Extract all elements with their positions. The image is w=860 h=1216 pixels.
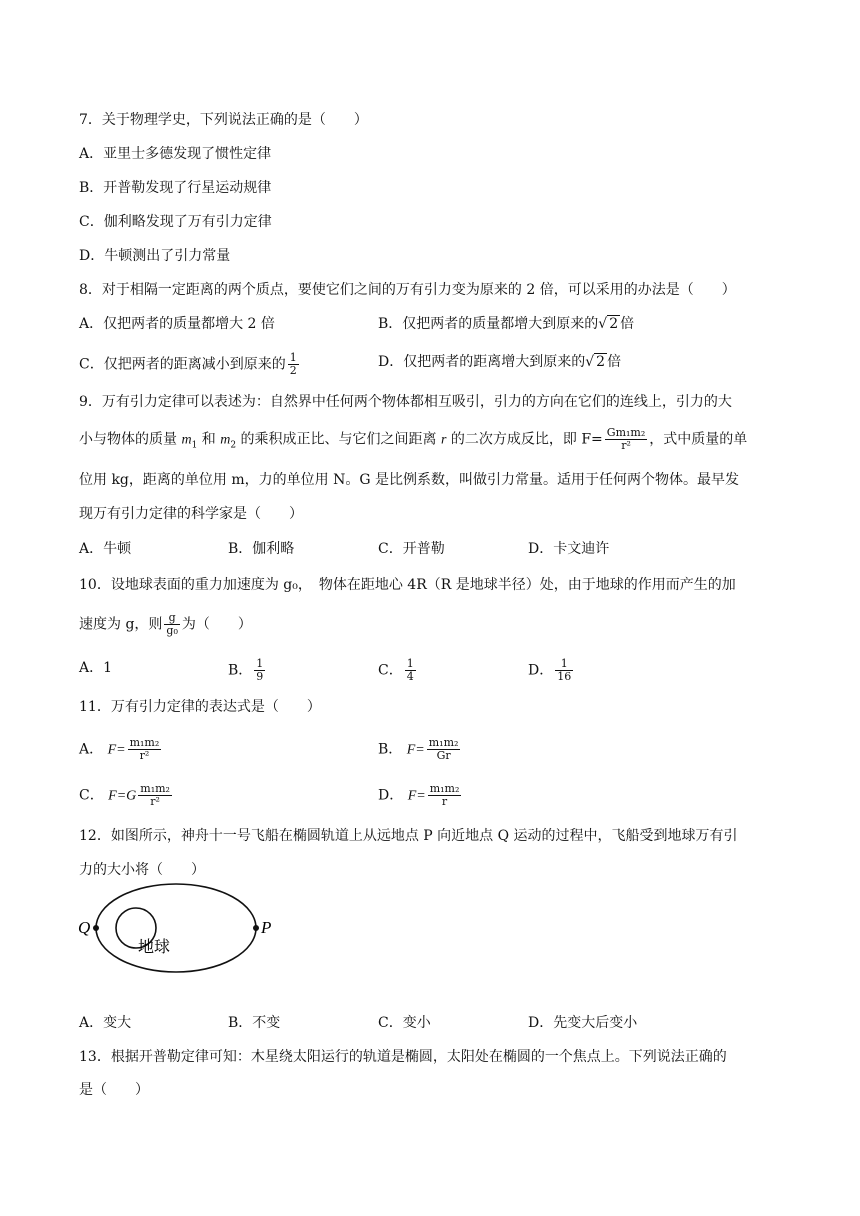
- q11-option-b: [378, 737, 462, 762]
- orbit-diagram: [74, 880, 274, 990]
- sqrt-symbol: √ 2: [585, 354, 606, 370]
- formula-prefix: F=: [407, 788, 426, 804]
- formula-denominator: r²: [621, 439, 631, 452]
- fraction-numerator: m₁m₂: [428, 736, 459, 749]
- q9-option-d: D．卡文迪许: [528, 541, 610, 557]
- fraction: [138, 783, 172, 808]
- q7-option-b: B．开普勒发现了行星运动规律: [79, 180, 272, 196]
- option-label: A．: [79, 741, 104, 758]
- fraction: [555, 658, 573, 683]
- q8-option-d-text: D．仅把两者的距离增大到原来的: [378, 354, 586, 370]
- fraction-denominator: r²: [139, 749, 150, 762]
- q9-option-c: C．开普勒: [378, 541, 445, 557]
- fraction-denominator: 2: [289, 364, 297, 377]
- q10-text: 速度为 g，则: [79, 616, 163, 633]
- fraction-numerator: 1: [289, 351, 297, 364]
- q9-line-3: 位用 kg，距离的单位用 m，力的单位用 N。G 是比例系数，叫做引力常量。适用于任何两个物体。最早发: [79, 472, 739, 488]
- sqrt-symbol: √ 2: [598, 316, 619, 332]
- q12-option-c: C．变小: [378, 1015, 431, 1031]
- q10-text: 为（ ）: [181, 616, 252, 633]
- option-label: D．: [378, 787, 404, 804]
- q11-option-d: [378, 783, 463, 808]
- var-m1: m: [181, 432, 192, 448]
- point-q-dot: [93, 925, 99, 931]
- q10-option-d: [528, 658, 575, 683]
- fraction-denominator: 9: [256, 670, 264, 683]
- q10-line-2: [79, 612, 252, 637]
- label-p: P: [261, 918, 272, 937]
- label-q: Q: [78, 918, 91, 937]
- q13-line-2: 是（ ）: [79, 1082, 149, 1098]
- q7-stem: 7．关于物理学史，下列说法正确的是（ ）: [79, 112, 368, 128]
- formula-prefix: F=: [107, 742, 126, 758]
- fraction-denominator: Gr: [436, 749, 451, 762]
- q13-line-1: 13．根据开普勒定律可知：木星绕太阳运行的轨道是椭圆，太阳处在椭圆的一个焦点上。下列说法正确的: [79, 1049, 727, 1065]
- q9-line-4: 现万有引力定律的科学家是（ ）: [79, 506, 303, 522]
- q10-line-1: 10．设地球表面的重力加速度为 g₀， 物体在距地心 4R（R 是地球半径）处，由于地球的作用而产生的加: [79, 577, 736, 593]
- q12-line-2: 力的大小将（ ）: [79, 862, 205, 878]
- q8-option-b: [378, 314, 634, 334]
- fraction-numerator: 1: [406, 657, 414, 670]
- q8-option-b-text: B．仅把两者的质量都增大到原来的: [378, 316, 599, 332]
- gravity-formula: [605, 427, 647, 452]
- fraction-half: [288, 352, 299, 377]
- fraction-denominator: r: [441, 795, 448, 808]
- option-label: D．: [528, 662, 554, 679]
- q7-option-a: A．亚里士多德发现了惯性定律: [79, 146, 272, 162]
- fraction: [405, 658, 416, 683]
- q10-option-b: [228, 658, 267, 683]
- q8-option-d: [378, 352, 621, 372]
- q8-option-d-suffix: 倍: [607, 354, 622, 370]
- fraction-g-over-g0: [164, 612, 179, 637]
- option-label: C．: [79, 787, 104, 804]
- point-p-dot: [253, 925, 259, 931]
- fraction-denominator: r²: [150, 795, 160, 808]
- q9-line-1: 9．万有引力定律可以表述为：自然界中任何两个物体都相互吸引，引力的方向在它们的连线上，引力的大: [79, 394, 732, 410]
- fraction-numerator: m₁m₂: [129, 736, 160, 749]
- q9-text: 的乘积成正比、与它们之间距离: [236, 431, 441, 448]
- option-label: B．: [378, 741, 403, 758]
- q11-stem: 11．万有引力定律的表达式是（ ）: [79, 699, 321, 715]
- q8-stem: 8．对于相隔一定距离的两个质点，要使它们之间的万有引力变为原来的 2 倍，可以采用的办法是（ ）: [79, 282, 736, 298]
- fraction-numerator: m₁m₂: [429, 782, 460, 795]
- formula-prefix: F=: [406, 742, 425, 758]
- q12-option-d: D．先变大后变小: [528, 1015, 638, 1031]
- q8-option-c-text: C．仅把两者的距离减小到原来的: [79, 356, 286, 373]
- q7-option-d: D．牛顿测出了引力常量: [79, 248, 231, 264]
- q9-option-b: B．伽利略: [228, 541, 295, 557]
- q9-option-a: A．牛顿: [79, 541, 132, 557]
- sub-2: 2: [230, 440, 237, 451]
- label-earth: 地球: [138, 937, 171, 956]
- fraction-numerator: 1: [555, 658, 573, 671]
- option-label: C．: [378, 662, 403, 679]
- fraction-numerator: g: [164, 612, 179, 625]
- sqrt-radicand: 2: [596, 354, 606, 370]
- fraction-numerator: 1: [256, 657, 264, 670]
- q9-text: ，式中质量的单: [649, 431, 748, 448]
- fraction-numerator: m₁m₂: [140, 782, 170, 795]
- option-label: B．: [228, 662, 253, 679]
- q12-option-a: A．变大: [79, 1015, 132, 1031]
- q9-line-2: [79, 427, 747, 455]
- formula-numerator: Gm₁m₂: [606, 426, 646, 439]
- q11-option-a: [79, 737, 163, 762]
- q9-text: 的二次方成反比，即 F=: [446, 431, 603, 448]
- fraction: [428, 783, 462, 808]
- q10-option-a: A．1: [79, 660, 113, 676]
- fraction-denominator: 16: [557, 670, 572, 683]
- var-m2: m: [220, 432, 231, 448]
- orbit-ellipse: [96, 884, 256, 972]
- fraction-denominator: g₀: [166, 624, 178, 637]
- q11-option-c: [79, 783, 174, 808]
- fraction-denominator: 4: [406, 670, 414, 683]
- fraction: [427, 737, 461, 762]
- sqrt-radicand: 2: [609, 316, 619, 332]
- q9-text: 和: [197, 431, 221, 448]
- q12-line-1: 12．如图所示，神舟十一号飞船在椭圆轨道上从远地点 P 向近地点 Q 运动的过程中，飞船受到地球万有引: [79, 828, 738, 844]
- q10-option-c: [378, 658, 418, 683]
- formula-prefix: F=G: [108, 788, 137, 804]
- var-r: r: [440, 432, 447, 448]
- q7-option-c: C．伽利略发现了万有引力定律: [79, 214, 272, 230]
- q8-option-b-suffix: 倍: [620, 316, 635, 332]
- q8-option-c: [79, 352, 301, 377]
- q12-option-b: B．不变: [228, 1015, 281, 1031]
- fraction: [128, 737, 162, 762]
- q8-option-a: A．仅把两者的质量都增大 2 倍: [79, 316, 275, 332]
- sub-1: 1: [191, 440, 198, 451]
- q9-text: 小与物体的质量: [79, 431, 182, 448]
- fraction: [254, 658, 265, 683]
